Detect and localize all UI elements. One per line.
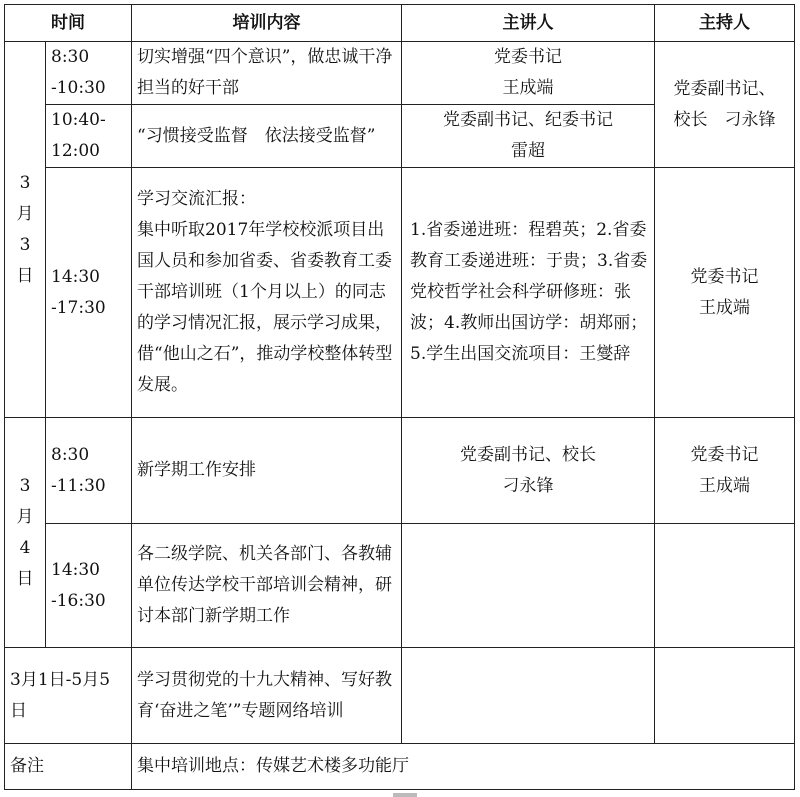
- day1-s3-time-end: -17:30: [51, 297, 106, 318]
- day1-s1-topic: 切实增强“四个意识”，做忠诚干净担当的好干部: [132, 42, 402, 105]
- day1-s3-time: [46, 168, 132, 418]
- remark-row: [5, 744, 795, 790]
- day1-s3-host-name: 王成端: [699, 297, 750, 318]
- day1-s3-host: [655, 168, 795, 418]
- remark-label: 备注: [5, 744, 132, 790]
- day1-s3-time-start: 14:30: [51, 266, 100, 287]
- day1-s1-time-end: -10:30: [51, 78, 106, 98]
- day2-s1-speaker: [402, 418, 655, 524]
- online-date: 3月1日-5月5日: [5, 648, 132, 744]
- day2-s1-speaker-name: 刁永锋: [502, 475, 554, 496]
- day1-s3-topic-title: 学习交流汇报：: [137, 189, 256, 209]
- day1-s2-speaker-title: 党委副书记、纪委书记: [443, 110, 613, 130]
- day1-date-cell: [5, 42, 46, 418]
- day1-s2-time: [46, 105, 132, 168]
- day2-session1-row: [5, 418, 795, 524]
- day1-s3-host-title: 党委书记: [690, 266, 759, 287]
- header-time: 时间: [5, 5, 132, 42]
- day2-s2-host-empty: [655, 524, 795, 648]
- day2-s2-time-end: -16:30: [51, 590, 106, 611]
- day2-s2-time: [46, 524, 132, 648]
- remark-text: 集中培训地点：传媒艺术楼多功能厅: [132, 744, 795, 790]
- day1-s1-time: [46, 42, 132, 105]
- day2-date-cell: [5, 418, 46, 648]
- day1-date: 3月3日: [16, 172, 34, 286]
- day1-morning-host-name: 校长 刁永锋: [673, 109, 776, 130]
- day1-s3-speakers: 1.省委递进班：程碧英；2.省委教育工委递进班：于贵；3.省委党校哲学社会科学研修班：张波；4.教师出国访学：胡郑丽；5.学生出国交流项目：王燮辞: [402, 168, 655, 418]
- header-content: 培训内容: [132, 5, 402, 42]
- header-speaker: 主讲人: [402, 5, 655, 42]
- header-host: 主持人: [655, 5, 795, 42]
- day1-s2-speaker: [402, 105, 655, 168]
- day2-s1-speaker-title: 党委副书记、校长: [460, 444, 596, 465]
- day2-s1-time-end: -11:30: [51, 475, 106, 496]
- scrollbar-thumb[interactable]: [393, 793, 417, 797]
- day2-session2-row: [5, 524, 795, 648]
- day1-session3-row: [5, 168, 795, 418]
- training-schedule-table: [4, 4, 795, 790]
- day1-morning-host-title: 党委副书记、: [673, 78, 776, 99]
- day2-s2-speaker-empty: [402, 524, 655, 648]
- day1-s2-topic: “习惯接受监督 依法接受监督”: [132, 105, 402, 168]
- day1-session1-row: [5, 42, 795, 105]
- day1-s1-speaker: [402, 42, 655, 105]
- day1-s1-speaker-title: 党委书记: [494, 47, 562, 67]
- header-row: [5, 5, 795, 42]
- day1-s3-topic-body: 集中听取2017年学校校派项目出国人员和参加省委、省委教育工委干部培训班（1个月以上）的同志的学习情况汇报，展示学习成果，借“他山之石”，推动学校整体转型发展。: [137, 220, 393, 395]
- day1-s2-time-end: 12:00: [51, 141, 100, 161]
- day2-s1-time: [46, 418, 132, 524]
- day2-s2-time-start: 14:30: [51, 559, 100, 580]
- online-topic: 学习贯彻党的十九大精神、写好教育‘奋进之笔’”专题网络培训: [132, 648, 402, 744]
- day1-morning-host: [655, 42, 795, 168]
- day1-s3-topic: [132, 168, 402, 418]
- day1-s1-time-start: 8:30: [51, 47, 90, 67]
- day2-s1-host-name: 王成端: [699, 475, 750, 496]
- day2-s1-topic: 新学期工作安排: [132, 418, 402, 524]
- day1-s1-speaker-name: 王成端: [502, 78, 554, 98]
- day2-s2-topic: 各二级学院、机关各部门、各教辅单位传达学校干部培训会精神，研讨本部门新学期工作: [132, 524, 402, 648]
- online-speaker-empty: [402, 648, 655, 744]
- day2-s1-time-start: 8:30: [51, 444, 90, 465]
- day1-s2-time-start: 10:40-: [51, 110, 106, 130]
- day2-date: 3月4日: [16, 475, 34, 589]
- day2-s1-host: [655, 418, 795, 524]
- day2-s1-host-title: 党委书记: [690, 444, 759, 465]
- online-training-row: [5, 648, 795, 744]
- day1-s2-speaker-name: 雷超: [511, 141, 545, 161]
- online-host-empty: [655, 648, 795, 744]
